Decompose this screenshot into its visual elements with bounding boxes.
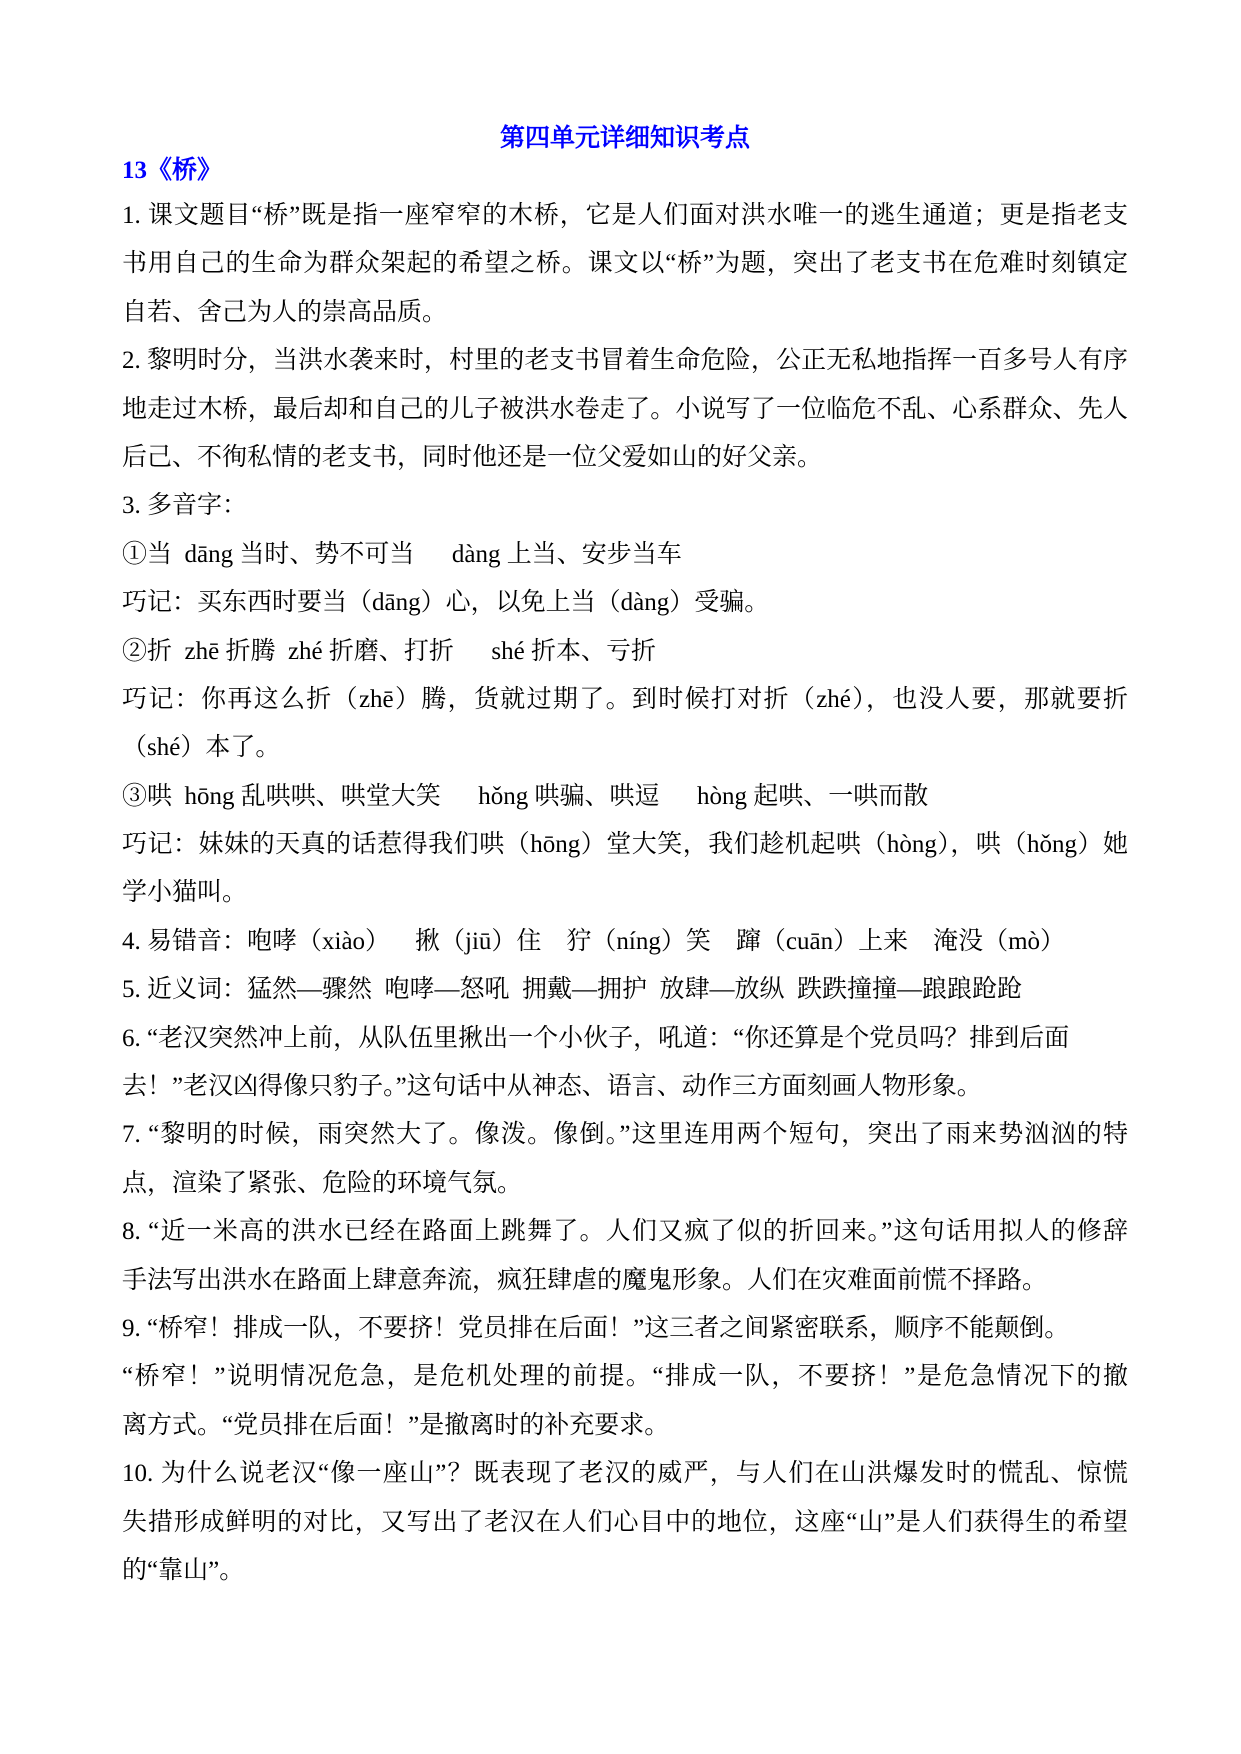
page-title: 第四单元详细知识考点 [499,125,750,152]
lesson-content [122,192,1128,1595]
text-line: 8. “近一米高的洪水已经在路面上跳舞了。人们又疯了似的折回来。”这句话用拟人的修辞 [122,1218,1128,1246]
point-4-pronunciation [122,918,1128,966]
point-2 [122,337,1128,482]
mnemonic-line: 巧记：妹妹的天真的话惹得我们哄（hōng）堂大笑，我们趁机起哄（hòng），哄（hǒng）她 [122,831,1128,859]
text-line: “桥窄！”说明情况危急，是危机处理的前提。“排成一队，不要挤！”是危急情况下的撤 [122,1363,1128,1391]
mnemonic-line: 学小猫叫。 [122,879,248,907]
mnemonic-line: 巧记：买东西时要当（dāng）心，以免上当（dàng）受骗。 [122,589,770,617]
polyphone-entry: ②折 zhē 折腾 zhé 折磨、打折 shé 折本、亏折 [122,637,656,665]
point-1 [122,192,1128,337]
text-line: 失措形成鲜明的对比，又写出了老汉在人们心目中的地位，这座“山”是人们获得生的希望 [122,1508,1128,1536]
text-line: 地走过木桥，最后却和自己的儿子被洪水卷走了。小说写了一位临危不乱、心系群众、先人 [122,395,1128,423]
text-line: 2. 黎明时分，当洪水袭来时，村里的老支书冒着生命危险，公正无私地指挥一百多号人有序 [122,347,1128,375]
text-line: 1. 课文题目“桥”既是指一座窄窄的木桥，它是人们面对洪水唯一的逃生通道；更是指老支 [122,202,1128,229]
point-10 [122,1450,1128,1595]
polyphone-entry: ①当 dāng 当时、势不可当 dàng 上当、安步当车 [122,540,682,568]
text-line: 的“靠山”。 [122,1556,245,1584]
text-line: 点，渲染了紧张、危险的环境气氛。 [122,1169,523,1197]
text-line: 9. “桥窄！排成一队，不要挤！党员排在后面！”这三者之间紧密联系，顺序不能颠倒。 [122,1314,1070,1342]
point-6 [122,1015,1128,1112]
text-line: 6. “老汉突然冲上前，从队伍里揪出一个小伙子，吼道：“你还算是个党员吗？排到后面 [122,1024,1070,1052]
text-line: 后己、不徇私情的老支书，同时他还是一位父爱如山的好父亲。 [122,443,823,471]
text-line: 去！”老汉凶得像只豹子。”这句话中从神态、语言、动作三方面刻画人物形象。 [122,1073,982,1101]
text-line: 书用自己的生命为群众架起的希望之桥。课文以“桥”为题，突出了老支书在危难时刻镇定 [122,250,1128,278]
text-line: 4. 易错音：咆哮（xiào） 揪（jiū）住 狞（níng）笑 蹿（cuān）上来 淹没（mò） [122,927,1066,955]
point-3-polyphones [122,482,1128,918]
text-line: 离方式。“党员排在后面！”是撤离时的补充要求。 [122,1411,670,1439]
mnemonic-line: 巧记：你再这么折（zhē）腾，货就过期了。到时候打对折（zhé），也没人要，那就要折 [122,685,1128,713]
text-line: 自若、舍己为人的崇高品质。 [122,298,448,326]
mnemonic-line: （shé）本了。 [122,734,281,762]
text-line: 10. 为什么说老汉“像一座山”？既表现了老汉的威严，与人们在山洪爆发时的慌乱、惊慌 [122,1460,1128,1488]
text-line: 5. 近义词：猛然—骤然 咆哮—怒吼 拥戴—拥护 放肆—放纵 跌跌撞撞—踉踉跄跄 [122,976,1023,1004]
lesson-heading: 13《桥》 [122,157,223,184]
point-7 [122,1111,1128,1208]
point-8 [122,1208,1128,1305]
point-5-synonyms [122,966,1128,1014]
point-9 [122,1305,1128,1450]
text-line: 手法写出洪水在路面上肆意奔流，疯狂肆虐的魔鬼形象。人们在灾难面前慌不择路。 [122,1266,1048,1294]
text-line: 3. 多音字： [122,492,248,520]
polyphone-entry: ③哄 hōng 乱哄哄、哄堂大笑 hǒng 哄骗、哄逗 hòng 起哄、一哄而散 [122,782,929,810]
text-line: 7. “黎明的时候，雨突然大了。像泼。像倒。”这里连用两个短句，突出了雨来势汹汹的特 [122,1121,1128,1149]
